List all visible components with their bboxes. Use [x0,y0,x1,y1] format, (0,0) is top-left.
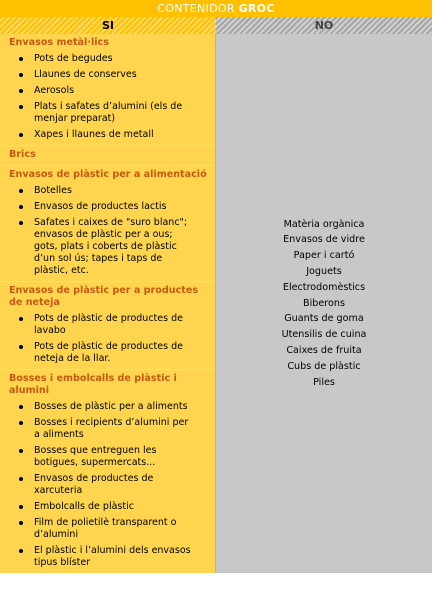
title-emphasis: GROC [238,2,275,15]
list-item: Embolcalls de plàstic [0,499,215,515]
columns-body [0,34,432,573]
si-section [0,166,215,282]
list-item: Pots de begudes [0,51,215,67]
title-prefix: CONTENIDOR [157,2,235,15]
list-item: El plàstic i l’alumini dels envasos tipus blíster [0,543,215,571]
no-list-item: Utensilis de cuina [281,329,367,341]
si-section [0,282,215,370]
list-item: Pots de plàstic de productes de lavabo [0,311,215,339]
si-section [0,34,215,146]
no-list-item: Guants de goma [284,313,364,325]
no-list [282,217,367,391]
column-headers [0,17,432,34]
list-item: Bosses i recipients d’alumini per a aliments [0,415,215,443]
si-section [0,370,215,573]
si-column-header: SI [0,17,216,34]
no-list-item: Matèria orgànica [283,218,365,230]
section-title: Envasos de plàstic per a productes de neteja [9,285,199,308]
no-list-item: Cubs de plàstic [287,360,361,372]
section-title: Bosses i embolcalls de plàstic i alumini [9,373,177,396]
list-item: Envasos de productes de xarcuteria [0,471,215,499]
list-item: Envasos de productes lactis [0,199,215,215]
section-list [0,311,215,367]
section-title: Envasos de plàstic per a alimentació [9,169,207,180]
no-list-item: Electrodomèstics [282,281,366,293]
list-item: Botelles [0,183,215,199]
section-title: Brics [9,149,36,160]
section-title: Envasos metàl·lics [9,37,109,48]
section-list [0,183,215,279]
no-column-header: NO [216,17,432,34]
list-item: Film de polietilè transparent o d’alumini [0,515,215,543]
list-item: Llaunes de conserves [0,67,215,83]
no-list-item: Envasos de vidre [283,234,365,246]
list-item: Bosses de plàstic per a aliments [0,399,215,415]
list-item: Pots de plàstic de productes de neteja de la llar. [0,339,215,367]
list-item: Xapes i llaunes de metall [0,127,215,143]
si-column [0,34,216,573]
list-item: Plats i safates d’alumini (els de menjar preparat) [0,99,215,127]
list-item: Safates i caixes de "suro blanc"; envasos de plàstic per a ous; gots, plats i coberts de plàstic d’un sol ús; tapes i taps de plàstic, etc. [0,215,215,279]
no-list-item: Piles [313,376,335,388]
list-item: Bosses que entreguen les botigues, supermercats... [0,443,215,471]
no-list-item: Caixes de fruita [286,344,362,356]
no-column [216,34,432,573]
no-list-item: Joguets [306,266,342,277]
si-section [0,146,215,166]
section-list [0,51,215,143]
section-list [0,399,215,571]
list-item: Aerosols [0,83,215,99]
no-list-item: Paper i cartó [293,250,355,262]
no-list-item: Biberons [303,297,345,309]
page-title [0,0,432,17]
